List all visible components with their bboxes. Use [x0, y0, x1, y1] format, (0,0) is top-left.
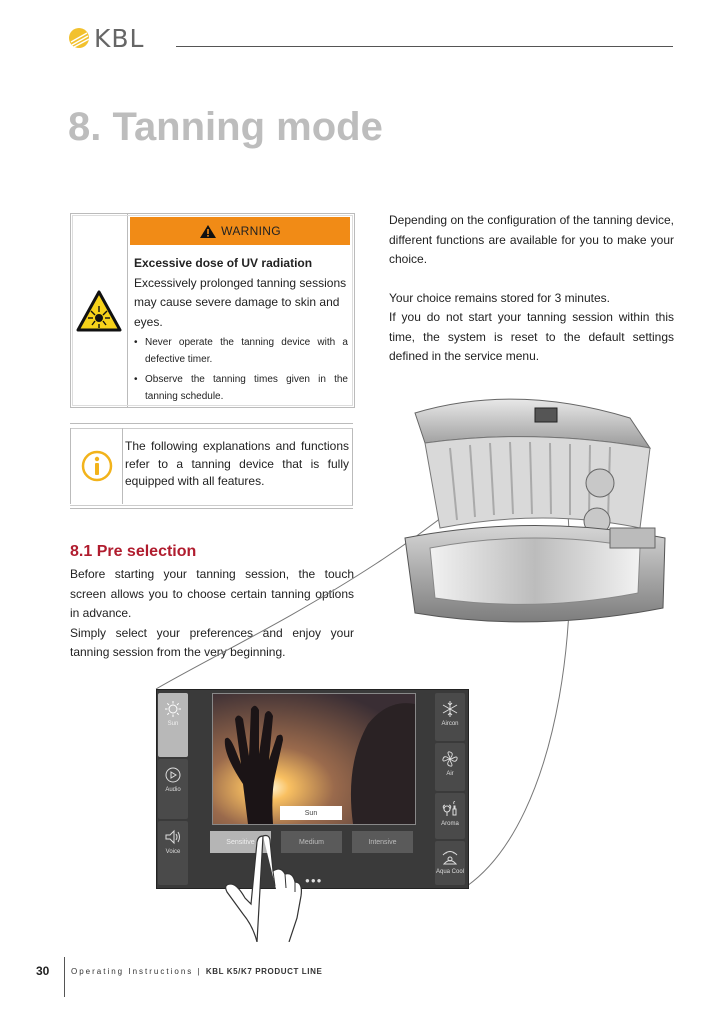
page-number: 30: [36, 964, 50, 978]
warning-bullet: • Observe the tanning times given in the tanning schedule.: [134, 371, 348, 405]
footer-doc-label: Operating Instructions: [71, 967, 194, 976]
brand-logo: [68, 24, 168, 52]
footer-separator: |: [197, 967, 202, 976]
laser-radiation-warning-icon: [76, 290, 122, 332]
warning-bullet-list: [134, 334, 348, 405]
air-button[interactable]: [435, 743, 465, 791]
section-body: [70, 565, 354, 663]
aircon-button-label: Aircon: [441, 721, 459, 727]
voice-button[interactable]: [158, 821, 188, 885]
footer-product: KBL K5/K7 PRODUCT LINE: [205, 967, 323, 976]
brand-name: KBL: [94, 23, 145, 53]
voice-button-label: Voice: [165, 849, 181, 855]
aqua-cool-button[interactable]: [435, 841, 465, 885]
page-indicator-dots[interactable]: ●●●: [305, 876, 323, 885]
audio-icon: [165, 767, 181, 783]
touch-screen-panel: [156, 689, 469, 889]
sunset-hand-image: [213, 694, 415, 824]
snowflake-icon: [442, 701, 458, 717]
info-icon: [81, 450, 113, 482]
sun-button-label: Sun: [167, 721, 179, 727]
intro-paragraph: If you do not start your tanning session within this time, the system is reset to the default settings defined in the service menu.: [389, 310, 674, 363]
sun-button[interactable]: [158, 693, 188, 757]
aqua-cool-button-label: Aqua Cool: [435, 869, 465, 875]
footer-text: [71, 967, 322, 976]
aroma-button-label: Aroma: [441, 821, 459, 827]
intro-text: [389, 211, 674, 367]
mode-intensive-button[interactable]: Intensive: [352, 831, 413, 853]
section-title: 8.1 Pre selection: [70, 543, 197, 560]
mode-medium-button[interactable]: Medium: [281, 831, 342, 853]
info-icon-cell: [70, 428, 123, 504]
section-paragraph: Before starting your tanning session, the touch screen allows you to choose certain tanning options in advance.: [70, 567, 354, 620]
sun-icon: [165, 701, 181, 717]
screen-mode-label: Sun: [280, 806, 342, 820]
audio-button[interactable]: [158, 759, 188, 819]
warning-icon-cell: [71, 214, 128, 407]
header-rule: [176, 46, 673, 47]
mode-sensitive-button[interactable]: Sensitive: [210, 831, 271, 853]
voice-icon: [164, 829, 182, 845]
footer-rule: [64, 957, 65, 997]
intro-paragraph: Your choice remains stored for 3 minutes.: [389, 290, 610, 305]
intro-paragraph: Depending on the configuration of the tanning device, different functions are available for you to make your choice.: [389, 213, 674, 266]
warning-bullet: • Never operate the tanning device with a defective timer.: [134, 334, 348, 368]
aroma-icon: [441, 801, 459, 817]
warning-triangle-icon: [199, 224, 217, 239]
aroma-button[interactable]: [435, 793, 465, 839]
audio-button-label: Audio: [165, 787, 181, 793]
page-title: 8. Tanning mode: [68, 105, 383, 149]
section-paragraph: Simply select your preferences and enjoy your tanning session from the very beginning.: [70, 625, 354, 659]
warning-heading: Excessive dose of UV radiation: [134, 256, 313, 270]
aircon-button[interactable]: [435, 693, 465, 741]
aqua-cool-icon: [441, 849, 459, 865]
warning-header: [130, 217, 350, 245]
tanning-device-illustration: [395, 388, 680, 640]
info-box: [70, 423, 353, 509]
info-text: The following explanations and functions refer to a tanning device that is fully equipped with all features.: [125, 439, 349, 488]
warning-box: [70, 213, 355, 408]
warning-label: WARNING: [221, 224, 281, 238]
warning-content: [134, 254, 348, 408]
air-button-label: Air: [446, 771, 454, 777]
fan-icon: [442, 751, 458, 767]
warning-body: Excessively prolonged tanning sessions may cause severe damage to skin and eyes.: [134, 275, 347, 329]
hand-pointer-illustration: [223, 826, 303, 942]
kbl-logo-mark-icon: [68, 27, 90, 49]
